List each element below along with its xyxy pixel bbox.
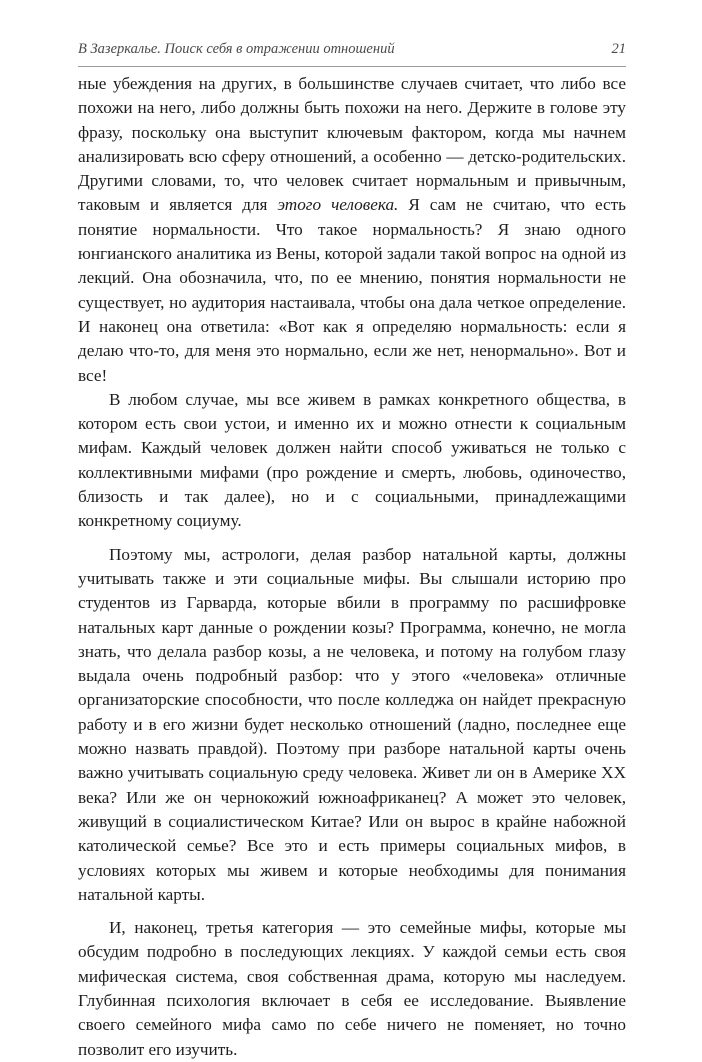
paragraph-text: Я сам не считаю, что есть понятие нормальности. Что такое нормальность? Я знаю одного юнгианского аналитика из Вены, которой задали такой вопрос на одной из лекций. Она обозначила, что, по ее мнению, понятия нормальности не существует, но аудитория настаивала, чтобы она дала четкое определение. И наконец она ответила: «Вот как я определяю нормальность: если я делаю что-то, для меня это нормально, если же нет, ненормально». Вот и все! [78, 195, 626, 385]
paragraph-gap [78, 907, 626, 916]
text-body [78, 72, 626, 1062]
paragraph-gap [78, 534, 626, 543]
italic-phrase: этого человека. [277, 195, 399, 215]
paragraph-text: ные убеждения на других, в большинстве случаев считает, что либо все похожи на него, либо должны быть похожи на него. Держите в голове эту фразу, поскольку она выступит ключевым фактором, когда мы начнем анализировать всю сферу отношений, а особенно — детско-родительских. Другими словами, то, что человек считает нормальным и привычным, таковым и является для [78, 74, 626, 215]
header-rule [78, 66, 626, 67]
book-title: В Зазеркалье. Поиск себя в отражении отношений [78, 41, 395, 57]
running-head [78, 41, 626, 65]
paragraph-4: И, наконец, третья категория — это семейные мифы, которые мы обсудим подробно в последующих лекциях. У каждой семьи есть своя мифическая система, своя собственная драма, которую мы наследуем. Глубинная психология включает в себя ее исследование. Выявление своего семейного мифа само по себе ничего не поменяет, но точно позволит его изучить. [78, 918, 626, 1059]
paragraph-2: В любом случае, мы все живем в рамках конкретного общества, в котором есть свои устои, и именно их и можно отнести к социальным мифам. Каждый человек должен найти способ уживаться не только с коллективными мифами (про рождение и смерть, любовь, одиночество, близость и так далее), но и с социальными, принадлежащими конкретному социуму. [78, 389, 626, 531]
page-number: 21 [611, 41, 626, 57]
paragraph-3: Поэтому мы, астрологи, делая разбор натальной карты, должны учитывать также и эти социальные мифы. Вы слышали историю про студентов из Гарварда, которые вбили в программу по расшифровке натальных карт данные о рождении козы? Программа, конечно, не могла знать, что делала разбор козы, а не человека, и потому на голубом глазу выдала очень подробный разбор: что у этого «человека» отличные организаторские способности, что после колледжа он найдет прекрасную работу и в его жизни будет несколько отношений (ладно, последнее еще можно назвать правдой). Поэтому при разборе натальной карты очень важно учитывать социальную среду человека. Живет ли он в Америке XX века? Или же он чернокожий южноафриканец? А может это человек, живущий в социалистическом Китае? Или он вырос в крайне набожной католической семье? Все это и есть примеры социальных мифов, в условиях которых мы живем и которые необходимы для понимания натальной карты. [78, 544, 626, 904]
paragraph-1 [78, 72, 626, 388]
